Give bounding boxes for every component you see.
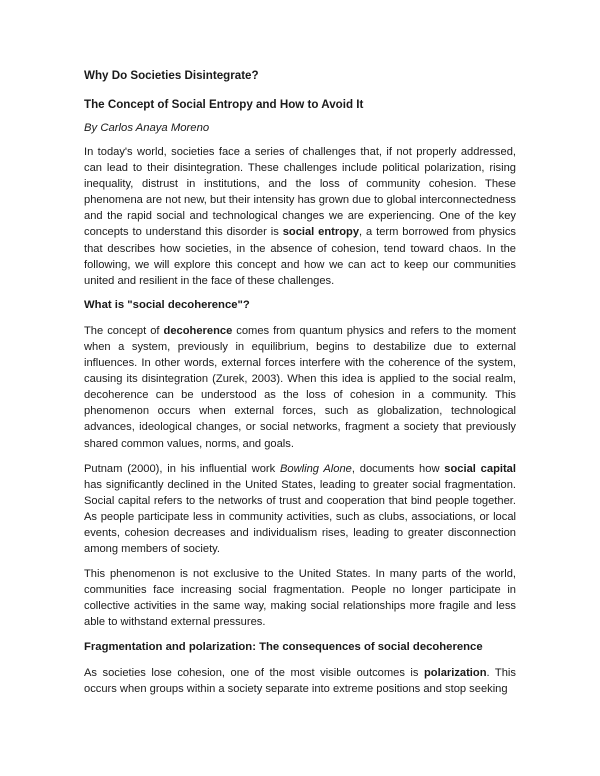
text-span: , a term borrowed from physics that describes how societies, in the absence of cohesion, tend toward chaos. In the following, we will explore this concept and how we can act to keep our communities united and resilient in the face of these challenges. xyxy=(84,226,516,287)
text-span: The concept of xyxy=(84,324,164,337)
term-social-entropy: social entropy xyxy=(282,226,360,239)
term-polarization: polarization xyxy=(424,666,487,679)
document-title: Why Do Societies Disintegrate? xyxy=(84,69,259,82)
text-span: As societies lose cohesion, one of the most visible outcomes is xyxy=(84,666,424,679)
intro-paragraph xyxy=(84,144,516,289)
term-decoherence: decoherence xyxy=(163,324,233,337)
section-heading-fragmentation: Fragmentation and polarization: The consequences of social decoherence xyxy=(84,640,483,653)
text-span: . This occurs when groups within a society separate into extreme positions and stop seeking xyxy=(84,666,516,695)
text-span: , documents how xyxy=(351,462,445,475)
text-span: In today's world, societies face a series of challenges that, if not properly addressed, can lead to their disintegration. These challenges include political polarization, rising inequality, distrust in institutions, and the loss of community cohesion. These phenomena are not new, but their intensity has grown due to global interconnectedness and the rapid social and technological changes we are experiencing. One of the key concepts to understand this disorder is xyxy=(84,146,516,239)
polarization-paragraph xyxy=(84,665,516,697)
document-subtitle: The Concept of Social Entropy and How to Avoid It xyxy=(84,98,364,111)
section-heading-decoherence: What is "social decoherence"? xyxy=(84,298,250,311)
text-span: has significantly declined in the United States, leading to greater social fragmentation. Social capital refers to the networks of trust and cooperation that bind people together. As people participate less in community activities, such as clubs, associations, or local events, cohesion decreases and individualism rises, leading to greater disconnection among members of society. xyxy=(84,478,516,556)
text-span: Putnam (2000), in his influential work xyxy=(84,462,280,475)
author-byline: By Carlos Anaya Moreno xyxy=(84,122,210,134)
text-span: comes from quantum physics and refers to the moment when a system, previously in equilibrium, begins to destabilize due to external influences. In other words, external forces interfere with the coherence of the system, causing its disintegration (Zurek, 2003). When this idea is applied to the social realm, decoherence can be understood as the loss of cohesion in a community. This phenomenon occurs when external forces, such as globalization, technological advances, ideological changes, or social networks, fragment a society that previously shared common values, norms, and goals. xyxy=(84,324,516,450)
term-social-capital: social capital xyxy=(444,462,516,475)
decoherence-paragraph xyxy=(84,323,516,452)
book-title: Bowling Alone xyxy=(279,462,352,475)
putnam-paragraph xyxy=(84,461,516,558)
global-paragraph: This phenomenon is not exclusive to the United States. In many parts of the world, communities face increasing social fragmentation. People no longer participate in collective activities in the same way, making social relationships more fragile and less able to withstand external pressures. xyxy=(84,568,516,629)
